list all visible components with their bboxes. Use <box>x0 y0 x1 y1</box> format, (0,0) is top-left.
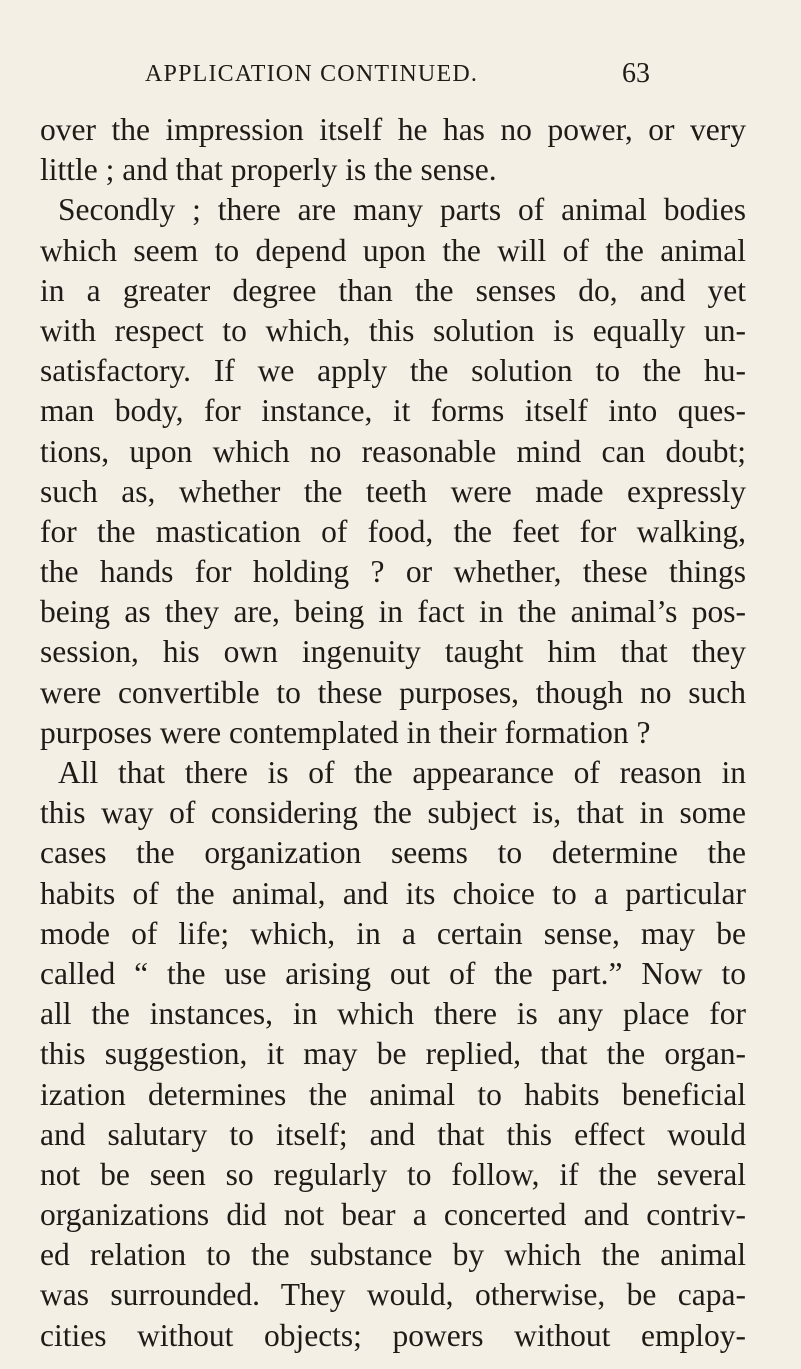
text-line: satisfactory. If we apply the solution to the hu- <box>40 353 746 389</box>
text-line: man body, for instance, it forms itself into ques- <box>40 393 746 429</box>
text-line: this way of considering the subject is, that in some <box>40 795 746 831</box>
text-line: ed relation to the substance by which the animal <box>40 1237 746 1273</box>
text-line: called “ the use arising out of the part.” Now to <box>40 955 746 991</box>
text-line: All that there is of the appearance of reason in <box>58 755 746 790</box>
text-line: all the instances, in which there is any place for <box>40 996 746 1032</box>
body-text <box>40 110 746 1356</box>
text-line: in a greater degree than the senses do, and yet <box>40 272 746 308</box>
text-line: cases the organization seems to determine the <box>40 835 746 871</box>
text-line: mode of life; which, in a certain sense, may be <box>40 915 746 951</box>
running-title: APPLICATION CONTINUED. <box>145 61 479 87</box>
text-line: such as, whether the teeth were made expressly <box>40 473 746 509</box>
text-line: habits of the animal, and its choice to a particular <box>40 875 746 911</box>
text-line: the hands for holding ? or whether, these things <box>40 554 746 590</box>
text-line: organizations did not bear a concerted and contriv- <box>40 1197 746 1233</box>
text-line: ization determines the animal to habits beneficial <box>40 1076 746 1112</box>
text-line: being as they are, being in fact in the animal’s pos- <box>40 594 746 630</box>
page-number: 63 <box>622 58 650 89</box>
text-line: purposes were contemplated in their formation ? <box>40 714 651 750</box>
text-line: were convertible to these purposes, though no such <box>40 674 746 710</box>
text-line: cities without objects; powers without employ- <box>40 1317 746 1353</box>
text-line: and salutary to itself; and that this effect would <box>40 1116 746 1152</box>
text-line: Secondly ; there are many parts of animal bodies <box>58 192 746 228</box>
text-line: for the mastication of food, the feet for walking, <box>40 513 746 549</box>
text-line: not be seen so regularly to follow, if the several <box>40 1156 746 1192</box>
running-head <box>0 54 801 94</box>
text-line: over the impression itself he has no power, or very <box>40 112 746 147</box>
text-line: was surrounded. They would, otherwise, be capa- <box>40 1277 746 1313</box>
text-line: session, his own ingenuity taught him that they <box>40 634 746 670</box>
text-line: with respect to which, this solution is equally un- <box>40 312 746 348</box>
text-line: little ; and that properly is the sense. <box>40 152 497 188</box>
text-line: which seem to depend upon the will of the animal <box>40 232 746 268</box>
text-line: tions, upon which no reasonable mind can doubt; <box>40 433 746 469</box>
text-line: this suggestion, it may be replied, that the organ- <box>40 1036 746 1072</box>
